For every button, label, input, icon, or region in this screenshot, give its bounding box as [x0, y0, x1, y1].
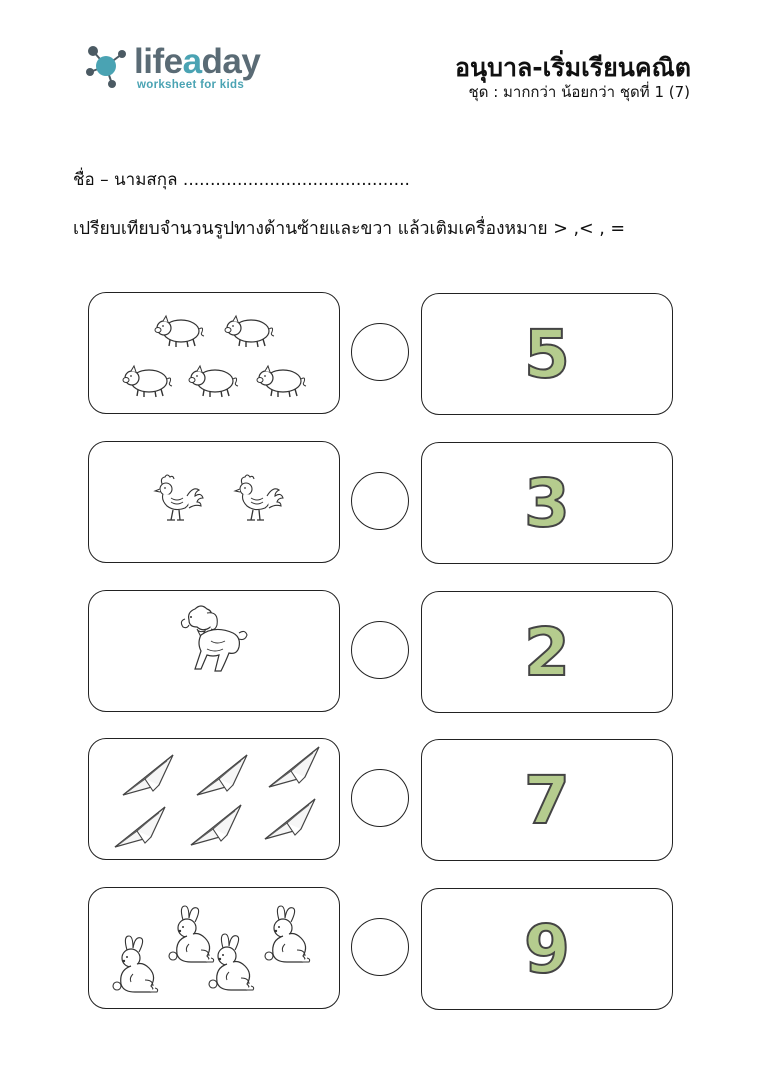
number-box	[421, 293, 673, 415]
number-nine: 9	[524, 911, 570, 988]
paper-plane-icon	[197, 755, 247, 795]
rooster-icon	[149, 474, 205, 524]
pig-icon	[225, 313, 275, 349]
paper-plane-icon	[269, 747, 319, 787]
compare-row-2	[0, 441, 763, 565]
paper-plane-icon	[123, 755, 173, 795]
picture-box-paper-planes	[88, 738, 340, 860]
paper-plane-icon	[265, 799, 315, 839]
answer-circle[interactable]	[351, 769, 409, 827]
number-seven: 7	[524, 762, 570, 839]
pig-icon	[257, 363, 307, 399]
number-box	[421, 739, 673, 861]
worksheet-title: อนุบาล-เริ่มเรียนคณิต	[454, 53, 691, 82]
number-two: 2	[524, 614, 570, 691]
instructions: เปรียบเทียบจำนวนรูปทางด้านซ้ายและขวา แล้วเติมเครื่องหมาย > ,< , =	[73, 219, 626, 239]
paper-plane-icon	[115, 807, 165, 847]
pig-icon	[189, 363, 239, 399]
compare-row-1	[0, 292, 763, 416]
answer-circle[interactable]	[351, 621, 409, 679]
compare-row-4	[0, 738, 763, 862]
rooster-icon	[229, 474, 285, 524]
answer-circle[interactable]	[351, 323, 409, 381]
lifeaday-logo	[82, 38, 272, 98]
rabbit-icon	[205, 934, 255, 994]
number-box	[421, 888, 673, 1010]
number-three: 3	[524, 465, 570, 542]
lamb-icon	[181, 605, 251, 691]
compare-row-5	[0, 887, 763, 1011]
number-five: 5	[524, 316, 570, 393]
picture-box-pigs	[88, 292, 340, 414]
picture-box-lamb	[88, 590, 340, 712]
number-box	[421, 591, 673, 713]
answer-circle[interactable]	[351, 918, 409, 976]
compare-row-3	[0, 590, 763, 714]
logo-tagline: worksheet for kids	[137, 79, 245, 91]
rabbit-icon	[261, 906, 311, 966]
picture-box-rabbits	[88, 887, 340, 1009]
worksheet-subtitle: ชุด : มากกว่า น้อยกว่า ชุดที่ 1 (7)	[468, 83, 690, 101]
pig-icon	[123, 363, 173, 399]
molecule-icon	[82, 42, 132, 92]
pig-icon	[155, 313, 205, 349]
paper-plane-icon	[191, 805, 241, 845]
rabbit-icon	[109, 936, 159, 996]
name-field-line[interactable]: ชื่อ – นามสกุล ..........................................	[73, 170, 410, 190]
logo-wordmark: lifeaday	[134, 42, 261, 81]
picture-box-roosters	[88, 441, 340, 563]
answer-circle[interactable]	[351, 472, 409, 530]
number-box	[421, 442, 673, 564]
